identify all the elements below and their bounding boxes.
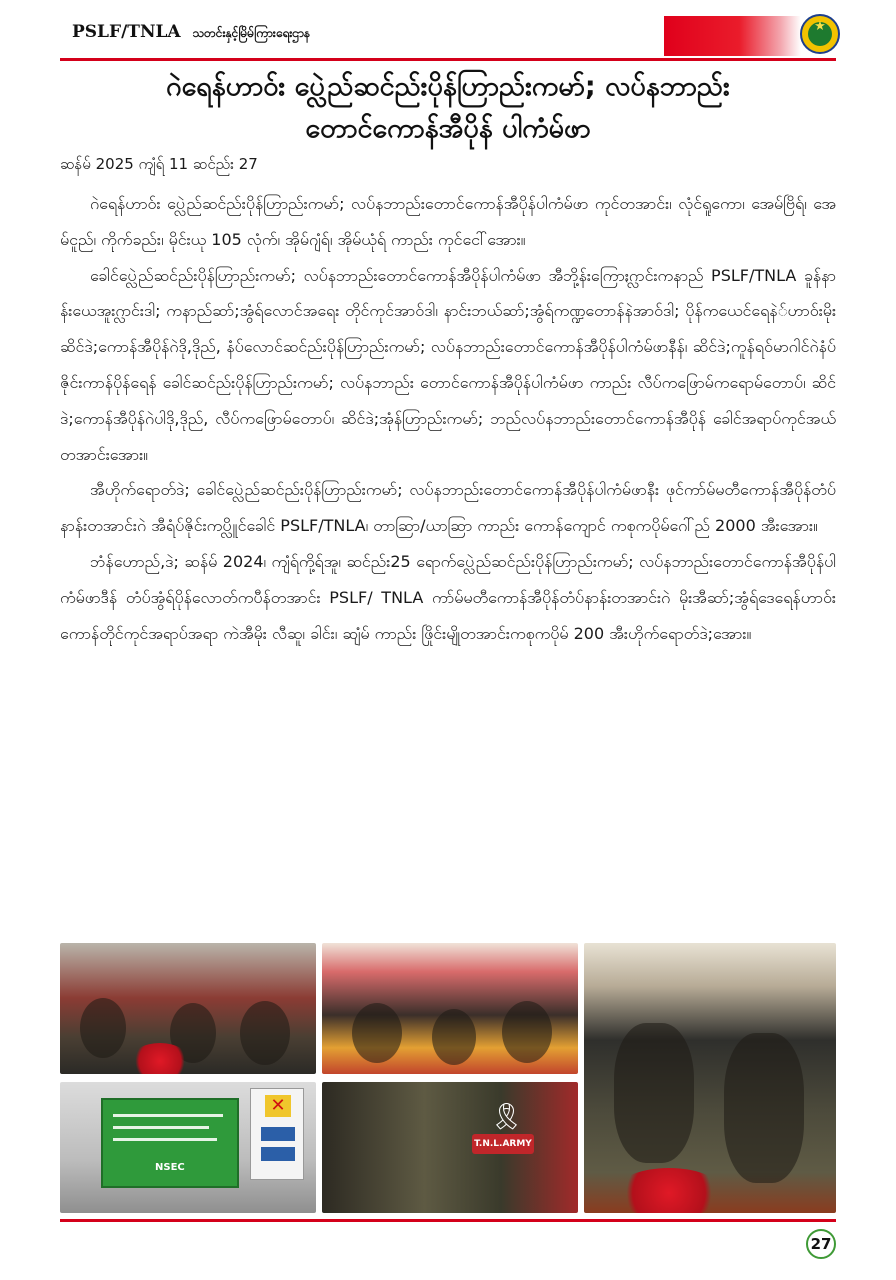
uniform-patch: T.N.L.ARMY: [472, 1134, 534, 1154]
article-paragraph: ဂဲရေန်ဟာဝ်း ပ္လေဲည်ဆင်ည်းပိုန်ဟြာည်းကမာ်; လပ်နဘာည်းတောင်ကောန်အီပိုန်ပါကံမ်ဖာ ကုင်တအာင်း၊ လုံင်ရူကော၊ အေမ်ဗြိရ်၊ အေမ်ငူည်၊ ကိုက်ခည်း၊ မိုင်းယု 105 လုံက်၊ အိုမ်ဂျံရ်၊ အိုမ်ယုံရ် ကာည်း ကုင်ငေါ်အေား။: [60, 194, 836, 249]
header-rule: [60, 58, 836, 61]
publication-title: PSLF/TNLA: [72, 22, 181, 42]
publication-subtitle: သတင်းနှင့်မြိမ်ကြားရေးဌာန: [192, 26, 311, 40]
page-header: [0, 0, 896, 64]
page-number: 27: [806, 1229, 836, 1259]
photo-audience-hall: [322, 943, 578, 1074]
photo-uniform-ribbon: [322, 1082, 578, 1213]
article-title-line-2: တောင်ကောန်အီပိုန် ပါကံမ်ဖာ: [305, 113, 591, 144]
header-red-band: [664, 16, 801, 56]
article-paragraph: အီဟိုက်ရောတ်ဒဲ; ခေါင်ပ္လေဲည်ဆင်ည်းပိုန်ဟြာည်းကမာ်; လပ်နဘာည်းတောင်ကောန်အီပိုန်ပါကံမ်ဖာနီး ဖုင်ကာ်မ်မတီကောန်အီပိုန်တံပ်နာန်းတအာင်းဂဲ အီရံပ်ဇိုင်းကပ္လိူင်ခေါင် PSLF/TNLA၊ တာဆြာ/ယာဆြာ ကာည်း ကောန်ကျောင် ကစုကပိုမ်ဂေါ်ည် 2000 အီးအေား။: [60, 480, 836, 536]
publication-name: [72, 22, 310, 43]
photo-election-banner: [60, 1082, 316, 1213]
article-title-line-1: ဂဲရေန်ဟာဝ်း ပ္လေဲည်ဆင်ည်းပိုန်ဟြာည်းကမာ်; လပ်နဘာည်း: [166, 71, 730, 102]
banner-label: NSEC: [155, 1162, 185, 1173]
photo-seated-crowd: [60, 943, 316, 1074]
party-emblem-icon: ★: [800, 14, 840, 54]
article-paragraph: ခေါင်ပ္လေဲည်ဆင်ည်းပိုန်ဟြာည်းကမာ်; လပ်နဘာည်းတောင်ကောန်အီပိုန်ပါကံမ်ဖာ အီဘို့န်းကြောႏဂ္လာင်းကနာည် PSLF/TNLA ခူန်နာန်းယေအူးဂ္လာင်းဒါ; ကနာည်ဆာ်;အွံရ်လောင်အရေး တိုင်ကုင်အာဝ်ဒါ၊ နာင်းဘယ်ဆာ်;အွံရ်ကဏ္ဍတောန်နဲအာဝ်ဒါ; ပိုန်ကယေင်ရေနဲ်ဟာဝ်းမိုး ဆိင်ဒဲ;ကောန်အီပိုန်ဂဲဒို,ဒိုည်, နံပ်လောင်ဆင်ည်းပိုန်ဟြာည်းကမာ်; လပ်နဘာည်းတောင်ကောန်အီပိုန်ပါကံမ်ဖာနီန်၊ ဆိင်ဒဲ;ကူန်ရဝ်မာဂါင်ဂဲနံပ် ဇိုင်းကာန်ပိုန်ရေန် ခေါင်ဆင်ည်းပိုန်ဟြာည်းကမာ်; လပ်နဘာည်း တောင်ကောန်အီပိုန်ပါကံမ်ဖာ ကာည်း လီပ်ကဖြောမ်ကရောမ်တောပ်၊ ဆိင်ဒဲ;ကောန်အီပိုန်ဂဲပါဒို,ဒိုည်, လီပ်ကဖြောမ်တောပ်၊ ဆိင်ဒဲ;အုံန်ဟြာည်းကမာ်; ဘည်လပ်နဘာည်းတောင်ကောန်အီပိုန် ခေါင်အရာပ်ကုင်အယ်တအာင်းအေား။: [60, 265, 836, 464]
photo-soldiers-saluting: [584, 943, 836, 1213]
article-paragraph: ဘံန်ဟောည်,ဒဲ; ဆန်မ် 2024၊ ကျံရ်ကို့ရ်အူ၊ ဆင်ည်း25 ရောက်ပ္လေဲည်ဆင်ည်းပိုန်ဟြာည်းကမာ်; လပ်နဘာည်းတောင်ကောန်အီပိုန်ပါကံမ်ဖာဒီန် တံပ်အွံရ်ပိုန်လောတ်ကပီန်တအာင်း PSLF/ TNLA ကာ်မ်မတီကောန်အီပိုန်တံပ်နာန်းတအာင်းဂဲ မိုးအီဆာ်;အွံရ်ဒေရေန်ဟာဝ်း ကောန်တိုင်ကုင်အရာပ်အရာ ကဲအီမိုး လီဆူ၊ ခါင်း၊ ဆျံမ် ကာည်း ဖြိုင်းမျိုတအာင်းကစုကပိုမ် 200 အီးဟိုက်ရောတ်ဒဲ;အေား။: [60, 551, 836, 643]
voting-poster: ✕: [250, 1088, 304, 1180]
article-dateline: ဆန်မ် 2025 ကျံရ် 11 ဆင်ည်း 27: [60, 155, 258, 173]
election-banner: [101, 1098, 239, 1188]
ribbon-icon: 🎗: [490, 1102, 524, 1132]
article-body: [60, 186, 836, 651]
article-title: [80, 66, 816, 150]
footer-rule: [60, 1219, 836, 1222]
